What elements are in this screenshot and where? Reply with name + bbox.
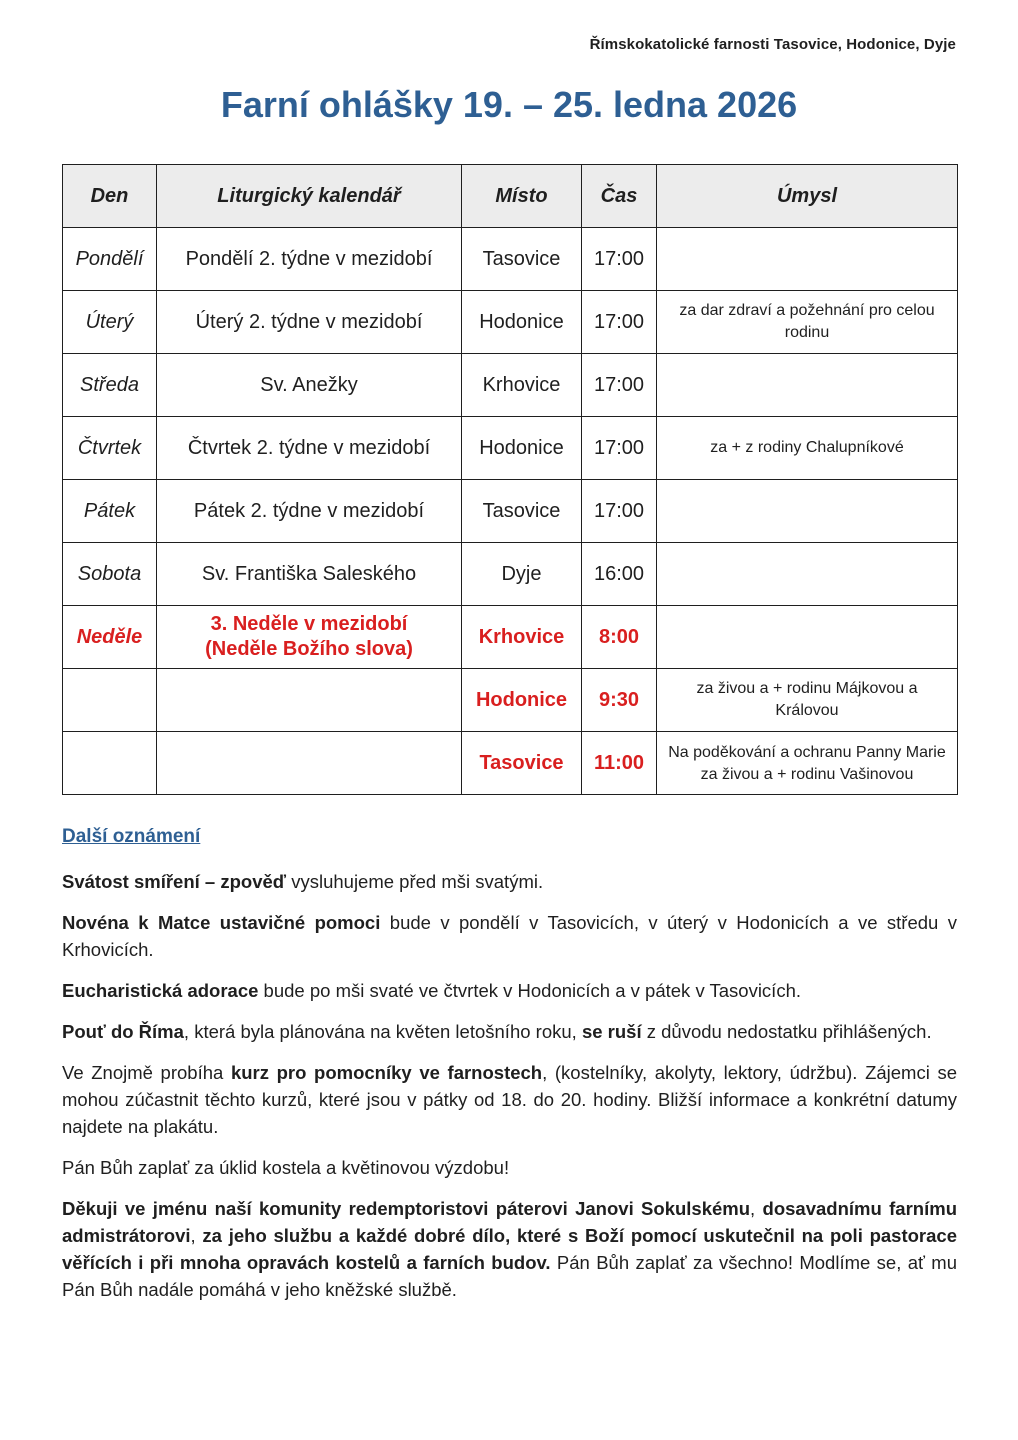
table-row	[63, 228, 958, 291]
day-cell: Sobota	[63, 543, 157, 606]
place-cell: Hodonice	[462, 417, 582, 480]
column-header-time: Čas	[582, 165, 657, 228]
liturgy-cell: Čtvrtek 2. týdne v mezidobí	[157, 417, 462, 480]
column-header-place: Místo	[462, 165, 582, 228]
liturgy-cell: Sv. Františka Saleského	[157, 543, 462, 606]
place-cell: Tasovice	[462, 480, 582, 543]
time-cell: 17:00	[582, 291, 657, 354]
notice-confession	[62, 868, 957, 895]
notice-novena	[62, 909, 957, 963]
notice-bold: se ruší	[581, 1021, 642, 1042]
notice-text: , (kostelníky, akolyty, lektory, údržbu). Zájemci se mohou zúčastnit těchto kurzů, které jsou v pátky od 18. do 20. hodiny. Bližší informace a konkrétní datumy najdete na plakátu.	[62, 1062, 957, 1137]
table-row	[63, 291, 958, 354]
table-row-sunday	[63, 732, 958, 795]
table-row	[63, 480, 958, 543]
notice-bold: Pouť do Říma	[62, 1021, 184, 1042]
notice-text: bude po mši svaté ve čtvrtek v Hodonicích a v pátek v Tasovicích.	[258, 980, 802, 1001]
day-cell	[63, 732, 157, 795]
notice-thanks-administrator	[62, 1195, 957, 1303]
place-cell: Tasovice	[462, 732, 582, 795]
liturgy-cell: Pondělí 2. týdne v mezidobí	[157, 228, 462, 291]
place-cell: Dyje	[462, 543, 582, 606]
column-header-intent: Úmysl	[657, 165, 958, 228]
notice-bold: za jeho službu a každé dobré dílo, které s Boží pomocí uskutečnil na poli pastorace věřících i při mnoha opravách kostelů a farních budov.	[62, 1225, 957, 1273]
notice-bold: kurz pro pomocníky ve farnostech	[230, 1062, 543, 1083]
notice-pilgrimage	[62, 1018, 957, 1045]
liturgy-line-2: (Neděle Božího slova)	[205, 638, 413, 660]
intent-cell: Na poděkování a ochranu Panny Marie za živou a + rodinu Vašinovou	[657, 732, 958, 795]
notice-course	[62, 1059, 957, 1140]
intent-cell	[657, 543, 958, 606]
table-row-sunday	[63, 606, 958, 669]
time-cell: 16:00	[582, 543, 657, 606]
notice-thanks-cleaning	[62, 1154, 957, 1181]
intent-cell	[657, 480, 958, 543]
notice-text: z důvodu nedostatku přihlášených.	[641, 1021, 932, 1042]
notice-text: Pán Bůh zaplať za úklid kostela a květinovou výzdobu!	[62, 1157, 510, 1178]
table-row	[63, 354, 958, 417]
liturgy-cell: Pátek 2. týdne v mezidobí	[157, 480, 462, 543]
notice-bold: Eucharistická adorace	[62, 980, 259, 1001]
notice-bold: Děkuji ve jménu naší komunity redemptoristovi páterovi Janovi Sokulskému	[62, 1198, 751, 1219]
table-header-row	[63, 165, 958, 228]
intent-cell	[657, 228, 958, 291]
notices-heading: Další oznámení	[62, 826, 201, 847]
intent-cell	[657, 606, 958, 669]
time-cell: 8:00	[582, 606, 657, 669]
notice-text: , která byla plánována na květen letošního roku,	[183, 1021, 582, 1042]
liturgy-cell: Sv. Anežky	[157, 354, 462, 417]
place-cell: Krhovice	[462, 606, 582, 669]
time-cell: 17:00	[582, 480, 657, 543]
place-cell: Krhovice	[462, 354, 582, 417]
place-cell: Hodonice	[462, 669, 582, 732]
notice-text: vysluhujeme před mši svatými.	[286, 871, 544, 892]
mass-schedule-table	[62, 164, 958, 795]
intent-cell: za dar zdraví a požehnání pro celou rodinu	[657, 291, 958, 354]
notice-text: Ve Znojmě probíha	[62, 1062, 231, 1083]
notice-text: Pán Bůh zaplať za všechno! Modlíme se, ať mu Pán Bůh nadále pomáhá v jeho kněžské službě.	[62, 1252, 957, 1300]
column-header-liturgy: Liturgický kalendář	[157, 165, 462, 228]
day-cell	[63, 669, 157, 732]
liturgy-cell	[157, 732, 462, 795]
time-cell: 17:00	[582, 354, 657, 417]
liturgy-line-1: 3. Neděle v mezidobí	[210, 613, 408, 635]
liturgy-cell	[157, 669, 462, 732]
day-cell: Pátek	[63, 480, 157, 543]
table-row	[63, 417, 958, 480]
day-cell: Úterý	[63, 291, 157, 354]
notice-adoration	[62, 977, 957, 1004]
intent-cell	[657, 354, 958, 417]
day-cell: Středa	[63, 354, 157, 417]
time-cell: 17:00	[582, 417, 657, 480]
page-title: Farní ohlášky 19. – 25. ledna 2026	[220, 84, 798, 125]
place-cell: Hodonice	[462, 291, 582, 354]
time-cell: 9:30	[582, 669, 657, 732]
time-cell: 11:00	[582, 732, 657, 795]
notice-bold: Novéna k Matce ustavičné pomoci	[62, 912, 381, 933]
place-cell: Tasovice	[462, 228, 582, 291]
time-cell: 17:00	[582, 228, 657, 291]
notice-text: ,	[750, 1198, 763, 1219]
notice-text: bude v pondělí v Tasovicích, v úterý v Hodonicích a ve středu v Krhovicích.	[62, 912, 957, 960]
notice-bold: Svátost smíření – zpověď	[62, 871, 287, 892]
day-cell: Neděle	[63, 606, 157, 669]
intent-cell: za živou a + rodinu Májkovou a Královou	[657, 669, 958, 732]
notices-section	[62, 826, 957, 1317]
notice-text: ,	[190, 1225, 203, 1246]
notice-bold: dosavadnímu farnímu admistrátorovi	[62, 1198, 957, 1246]
liturgy-cell	[157, 606, 462, 669]
liturgy-cell: Úterý 2. týdne v mezidobí	[157, 291, 462, 354]
table-row	[63, 543, 958, 606]
column-header-day: Den	[63, 165, 157, 228]
day-cell: Pondělí	[63, 228, 157, 291]
table-row-sunday	[63, 669, 958, 732]
day-cell: Čtvrtek	[63, 417, 157, 480]
intent-cell: za + z rodiny Chalupníkové	[657, 417, 958, 480]
organization-header: Římskokatolické farnosti Tasovice, Hodonice, Dyje	[589, 36, 956, 53]
